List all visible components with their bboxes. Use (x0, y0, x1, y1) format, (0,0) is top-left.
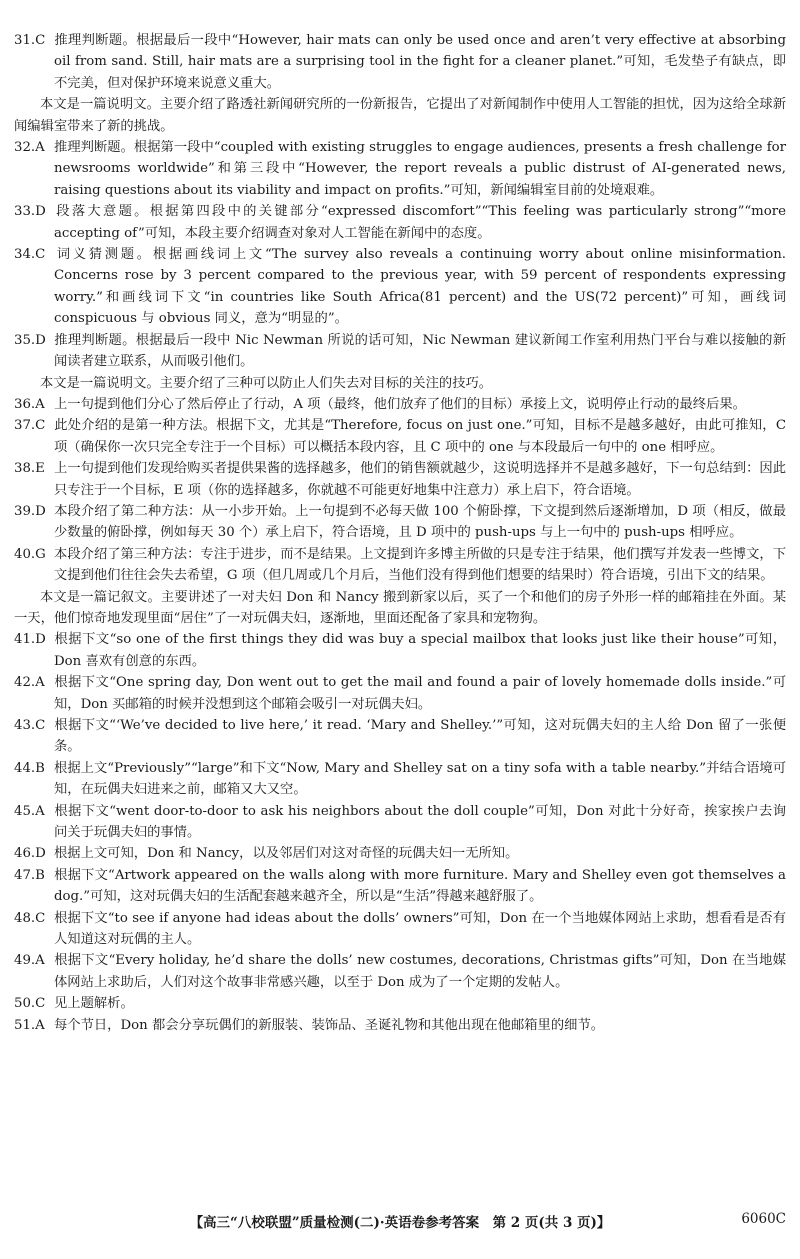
answer-number: 43.C (14, 718, 46, 733)
answer-item (14, 950, 786, 993)
answer-number: 49.A (14, 953, 45, 969)
answer-item (14, 843, 786, 864)
answer-number: 44.B (14, 760, 45, 776)
footer-label: 【高三“八校联盟”质量检测(二)·英语卷参考答案 第 2 页(共 3 页)】 (189, 1215, 611, 1231)
answer-item (14, 30, 786, 94)
answer-item (14, 458, 786, 501)
answer-item (14, 137, 786, 201)
answer-item (14, 415, 786, 458)
answer-item (14, 758, 786, 801)
answer-item (14, 672, 786, 715)
answer-number: 42.A (14, 675, 45, 691)
answer-number: 36.A (14, 396, 45, 412)
answer-explanation: 根据上文可知，Don 和 Nancy，以及邻居们对这对奇怪的玩偶夫妇一无所知。 (54, 846, 519, 862)
answer-item (14, 201, 786, 244)
answer-explanation: 根据下文“Artwork appeared on the walls along with more furniture. Mary and Shelley even got themselves a dog.”可知，这对玩偶夫妇的生活配套越来越齐全，所以是“生活”得越来越舒服了。 (54, 867, 786, 905)
answer-explanation: 本段介绍了第三种方法：专注于进步，而不是结果。上文提到许多博主所做的只是专注于结果，他们撰写并发表一些博文，下文提到他们往往会失去希望，G 项（但几周或几个月后，当他们没有得到他们想要的结果时）符合语境，引出下文的结果。 (54, 546, 786, 584)
answer-item (14, 865, 786, 908)
answer-item (14, 1015, 786, 1036)
answer-explanation: 段落大意题。根据第四段中的关键部分“expressed discomfort”“This feeling was particularly strong”“more accepting of”可知，本段主要介绍调查对象对人工智能在新闻中的态度。 (54, 204, 786, 241)
answer-item (14, 501, 786, 544)
answer-item (14, 544, 786, 587)
answer-explanation: 根据下文“so one of the first things they did was buy a special mailbox that looks just like their house”可知，Don 喜欢有创意的东西。 (54, 632, 786, 669)
answer-number: 40.G (14, 546, 46, 562)
answer-number: 41.D (14, 632, 46, 648)
answer-explanation: 上一句提到他们分心了然后停止了行动，A 项（最终，他们放弃了他们的目标）承接上文，说明停止行动的最终后果。 (54, 396, 746, 412)
answer-number: 45.A (14, 803, 45, 819)
answer-item (14, 244, 786, 330)
answer-explanation: 根据下文“Every holiday, he’d share the dolls’ new costumes, decorations, Christmas gifts”可知，Don 在当地媒体网站上求助后，人们对这个故事非常感兴趣，以至于 Don 成为了一个定期的发帖人。 (54, 953, 786, 990)
answer-number: 34.C (14, 247, 46, 263)
answer-item (14, 908, 786, 951)
answer-number: 37.C (14, 418, 46, 434)
passage-summary: 本文是一篇记叙文。主要讲述了一对夫妇 Don 和 Nancy 搬到新家以后，买了一个和他们的房子外形一样的邮箱挂在外面。某一天，他们惊奇地发现里面“居住”了一对玩偶夫妇，逐渐地，里面还配备了家具和宠物狗。 (14, 589, 786, 626)
answer-explanation: 此处介绍的是第一种方法。根据下文，尤其是“Therefore, focus on just one.”可知，目标不是越多越好，由此可推知，C 项（确保你一次只完全专注于一个目标）可以概括本段内容，且 C 项中的 one 与本段最后一句中的 one 相呼应。 (54, 418, 786, 455)
answer-item (14, 330, 786, 373)
page-footer (0, 1211, 800, 1233)
answer-explanation: 词义猜测题。根据画线词上文“The survey also reveals a continuing worry about online misinformation. Concerns rose by 3 percent compared to the previous year, with 59 percent of respondents expressing worry.”和画线词下文“in countries like South Africa(81 percent) and the US(72 percent)”可知，画线词 conspicuous 与 obvious 同义，意为“明显的”。 (54, 247, 786, 327)
answer-item (14, 715, 786, 758)
answer-item (14, 629, 786, 672)
answer-explanation: 本段介绍了第二种方法：从一小步开始。上一句提到不必每天做 100 个俯卧撑，下文提到然后逐渐增加，D 项（相反，做最少数量的俯卧撑，例如每天 30 个）承上启下，符合语境，且 D 项中的 push-ups 与上一句中的 push-ups 相呼应。 (54, 503, 786, 541)
answer-number: 48.C (14, 910, 46, 926)
answer-explanation: 根据下文“went door-to-door to ask his neighbors about the doll couple”可知，Don 对此十分好奇，挨家挨户去询问关于玩偶夫妇的事情。 (54, 803, 786, 841)
answer-item (14, 993, 786, 1014)
answer-number: 51.A (14, 1017, 45, 1033)
answer-explanation: 推理判断题。根据最后一段中“However, hair mats can only be used once and aren’t very effective at absorbing oil from sand. Still, hair mats are a surprising tool in the fight for a cleaner planet.”可知，毛发垫子有缺点，即不完美，但对保护环境来说意义重大。 (54, 33, 786, 91)
answer-explanation: 根据下文“to see if anyone had ideas about the dolls’ owners”可知，Don 在一个当地媒体网站上求助，想看看是否有人知道这对玩偶的主人。 (54, 910, 786, 948)
answer-number: 31.C (14, 33, 46, 48)
answer-explanation: 根据上文“Previously”“large”和下文“Now, Mary and Shelley sat on a tiny sofa with a table nearby.”并结合语境可知，在玩偶夫妇进来之前，邮箱又大又空。 (54, 760, 786, 798)
answer-item (14, 801, 786, 844)
answer-item (14, 394, 786, 415)
answer-explanation: 见上题解析。 (54, 996, 134, 1012)
answer-explanation: 根据下文“One spring day, Don went out to get the mail and found a pair of lovely homemade dolls inside.”可知，Don 买邮箱的时候并没想到这个邮箱会吸引一对玩偶夫妇。 (54, 675, 786, 712)
answer-number: 38.E (14, 461, 45, 477)
answer-explanation: 上一句提到他们发现给购买者提供果酱的选择越多，他们的销售额就越少，这说明选择并不是越多越好，下一句总结到：因此只专注于一个目标，E 项（你的选择越多，你就越不可能更好地集中注意力）承上启下，符合语境。 (54, 461, 786, 498)
answer-explanation: 推理判断题。根据第一段中“coupled with existing struggles to engage audiences, presents a fresh challenge for newsrooms worldwide”和第三段中“However, the report reveals a public distrust of AI-generated news, raising questions about its viability and impact on profits.”可知，新闻编辑室目前的处境艰难。 (54, 140, 786, 198)
answer-number: 50.C (14, 996, 46, 1012)
answer-number: 33.D (14, 204, 46, 220)
answer-explanation: 推理判断题。根据最后一段中 Nic Newman 所说的话可知，Nic Newman 建议新闻工作室利用热门平台与难以接触的新闻读者建立联系，从而吸引他们。 (54, 332, 786, 370)
answer-explanation: 每个节日，Don 都会分享玩偶们的新服装、装饰品、圣诞礼物和其他出现在他邮箱里的细节。 (54, 1017, 605, 1033)
footer-code: 6060C (741, 1211, 786, 1227)
passage-summary: 本文是一篇说明文。主要介绍了三种可以防止人们失去对目标的关注的技巧。 (40, 375, 493, 391)
answer-number: 39.D (14, 503, 46, 519)
passage-summary: 本文是一篇说明文。主要介绍了路透社新闻研究所的一份新报告，它提出了对新闻制作中使用人工智能的担忧，因为这给全球新闻编辑室带来了新的挑战。 (14, 97, 786, 134)
answer-number: 47.B (14, 867, 45, 883)
answer-explanation: 根据下文“‘We’ve decided to live here,’ it read. ‘Mary and Shelley.’”可知，这对玩偶夫妇的主人给 Don 留了一张便条。 (54, 718, 786, 755)
answer-number: 32.A (14, 140, 45, 156)
answer-key-body (14, 30, 786, 1036)
answer-number: 46.D (14, 846, 46, 862)
answer-number: 35.D (14, 332, 46, 348)
